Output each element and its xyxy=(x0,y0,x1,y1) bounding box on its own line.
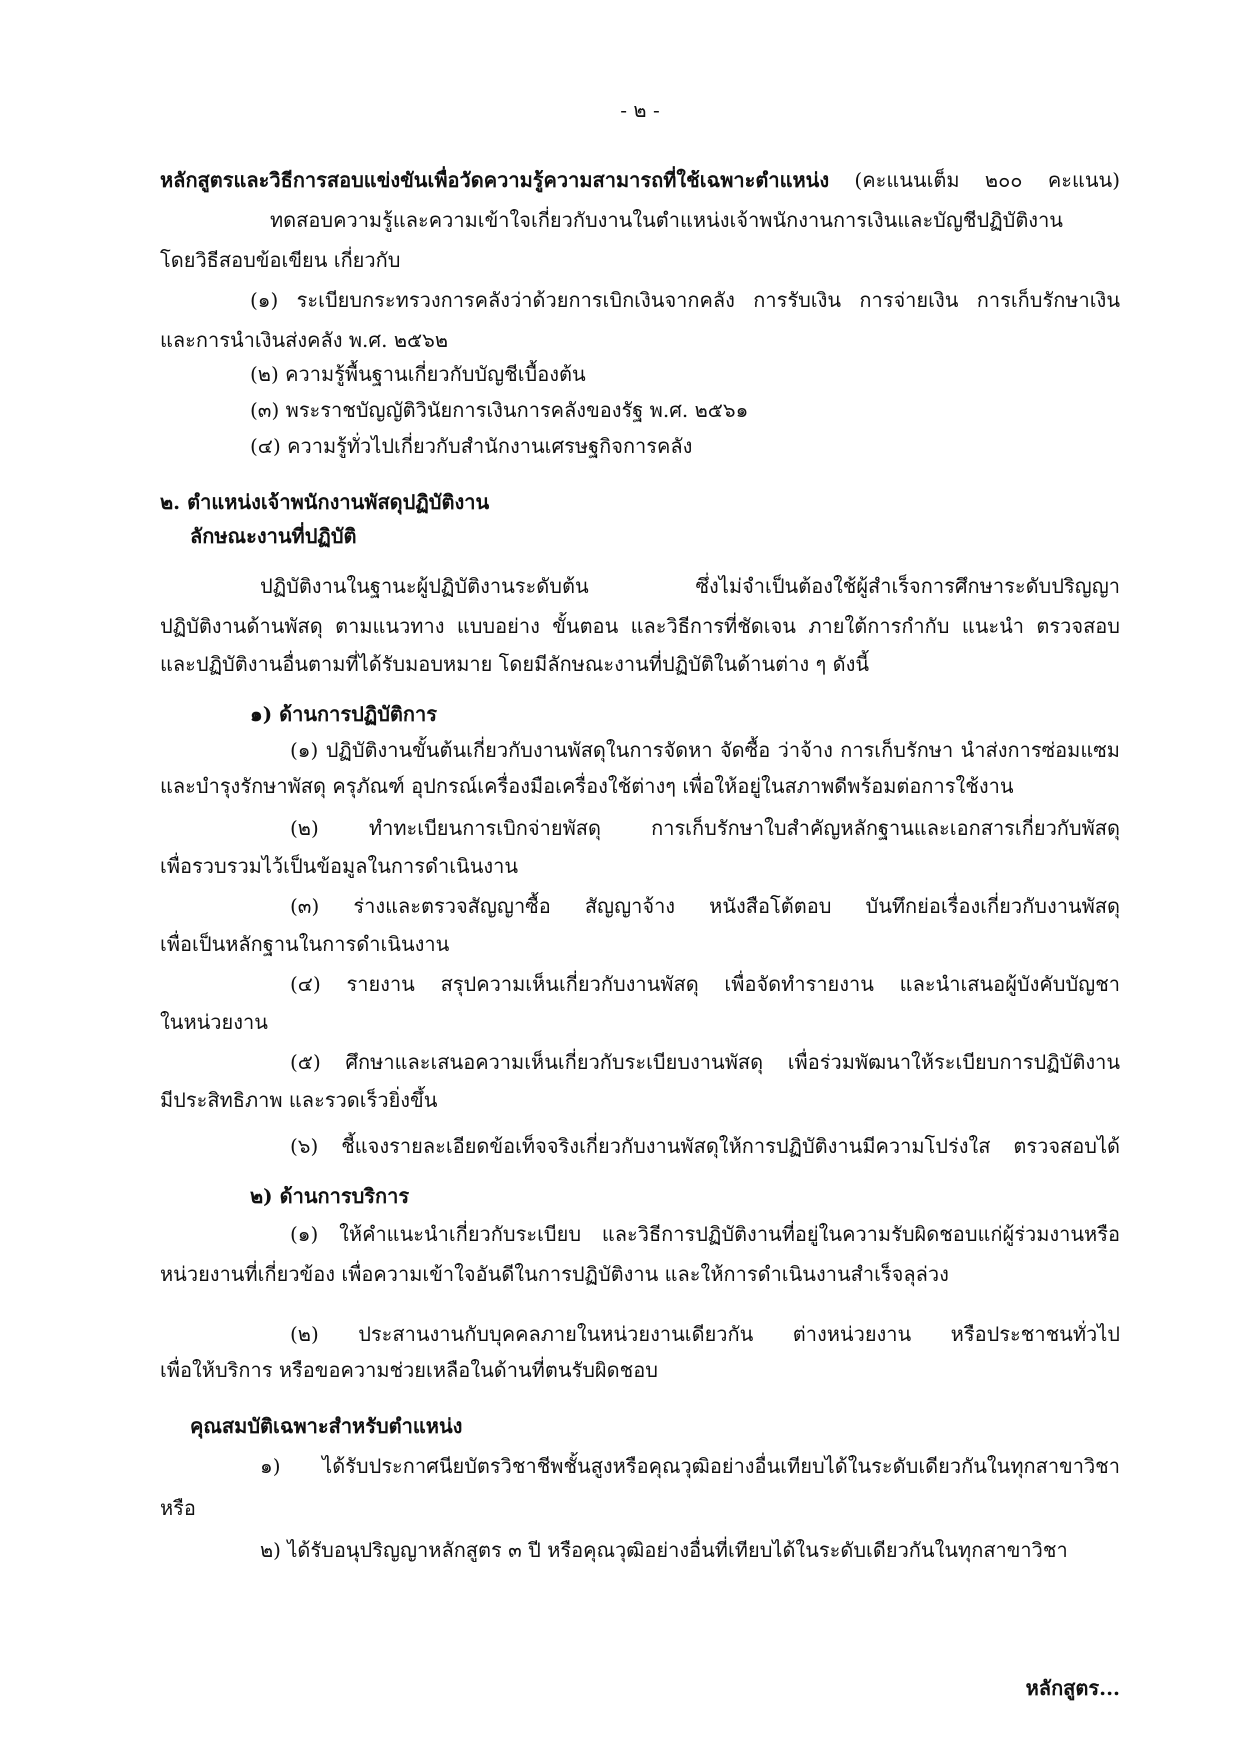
continuation-marker: หลักสูตร... xyxy=(1025,1676,1120,1700)
operations-heading: ๑) ด้านการปฏิบัติการ xyxy=(250,702,437,726)
operation-4-line2: ในหน่วยงาน xyxy=(160,1010,268,1034)
job-description-heading: ลักษณะงานที่ปฏิบัติ xyxy=(190,524,357,548)
operation-2-line2: เพื่อรวบรวมไว้เป็นข้อมูลในการดำเนินงาน xyxy=(160,854,519,878)
exam-heading-score: (คะแนนเต็ม ๒๐๐ คะแนน) xyxy=(829,168,1120,192)
exam-item1-line1: (๑) ระเบียบกระทรวงการคลังว่าด้วยการเบิกเงินจากคลัง การรับเงิน การจ่ายเงิน การเก็บรักษาเงิน xyxy=(250,288,1120,312)
operation-3-line2: เพื่อเป็นหลักฐานในการดำเนินงาน xyxy=(160,932,450,956)
job-description-line1: ปฏิบัติงานในฐานะผู้ปฏิบัติงานระดับต้น ซึ่งไม่จำเป็นต้องใช้ผู้สำเร็จการศึกษาระดับปริญญา xyxy=(260,574,1120,598)
operation-5-line2: มีประสิทธิภาพ และรวดเร็วยิ่งขึ้น xyxy=(160,1088,438,1112)
operation-6: (๖) ชี้แจงรายละเอียดข้อเท็จจริงเกี่ยวกับงานพัสดุให้การปฏิบัติงานมีความโปร่งใส ตรวจสอบได้ xyxy=(290,1134,1120,1158)
exam-item3: (๓) พระราชบัญญัติวินัยการเงินการคลังของรัฐ พ.ศ. ๒๕๖๑ xyxy=(250,398,749,422)
exam-item4: (๔) ความรู้ทั่วไปเกี่ยวกับสำนักงานเศรษฐกิจการคลัง xyxy=(250,434,693,458)
operation-2-line1: (๒) ทำทะเบียนการเบิกจ่ายพัสดุ การเก็บรักษาใบสำคัญหลักฐานและเอกสารเกี่ยวกับพัสดุ xyxy=(290,816,1120,840)
service-2-line2: เพื่อให้บริการ หรือขอความช่วยเหลือในด้านที่ตนรับผิดชอบ xyxy=(160,1358,658,1382)
operation-5-line1: (๕) ศึกษาและเสนอความเห็นเกี่ยวกับระเบียบงานพัสดุ เพื่อร่วมพัฒนาให้ระเบียบการปฏิบัติงาน xyxy=(290,1050,1120,1074)
job-description-line3: และปฏิบัติงานอื่นตามที่ได้รับมอบหมาย โดยมีลักษณะงานที่ปฏิบัติในด้านต่าง ๆ ดังนี้ xyxy=(160,652,870,676)
service-1-line2: หน่วยงานที่เกี่ยวข้อง เพื่อความเข้าใจอันดีในการปฏิบัติงาน และให้การดำเนินงานสำเร็จลุล่วง xyxy=(160,1262,949,1286)
qualification-1-line2: หรือ xyxy=(160,1496,196,1520)
exam-intro-line1: ทดสอบความรู้และความเข้าใจเกี่ยวกับงานในตำแหน่งเจ้าพนักงานการเงินและบัญชีปฏิบัติงาน xyxy=(270,208,1063,232)
qualification-1-line1: ๑) ได้รับประกาศนียบัตรวิชาชีพชั้นสูงหรือคุณวุฒิอย่างอื่นเทียบได้ในระดับเดียวกันในทุกสาขาวิชา xyxy=(260,1454,1120,1478)
operation-1-line2: และบำรุงรักษาพัสดุ ครุภัณฑ์ อุปกรณ์เครื่องมือเครื่องใช้ต่างๆ เพื่อให้อยู่ในสภาพดีพร้อมต่อการใช้งาน xyxy=(160,774,1014,798)
service-1-line1: (๑) ให้คำแนะนำเกี่ยวกับระเบียบ และวิธีการปฏิบัติงานที่อยู่ในความรับผิดชอบแก่ผู้ร่วมงานหรือ xyxy=(290,1222,1120,1246)
operation-3-line1: (๓) ร่างและตรวจสัญญาซื้อ สัญญาจ้าง หนังสือโต้ตอบ บันทึกย่อเรื่องเกี่ยวกับงานพัสดุ xyxy=(290,894,1120,918)
qualification-2: ๒) ได้รับอนุปริญญาหลักสูตร ๓ ปี หรือคุณวุฒิอย่างอื่นที่เทียบได้ในระดับเดียวกันในทุกสาขาวิชา xyxy=(260,1538,1068,1562)
operation-4-line1: (๔) รายงาน สรุปความเห็นเกี่ยวกับงานพัสดุ เพื่อจัดทำรายงาน และนำเสนอผู้บังคับบัญชา xyxy=(290,972,1120,996)
exam-heading xyxy=(160,166,1120,194)
job-description-line2: ปฏิบัติงานด้านพัสดุ ตามแนวทาง แบบอย่าง ขั้นตอน และวิธีการที่ชัดเจน ภายใต้การกำกับ แนะนำ ตรวจสอบ xyxy=(160,614,1120,638)
service-heading: ๒) ด้านการบริการ xyxy=(250,1184,410,1208)
exam-item2: (๒) ความรู้พื้นฐานเกี่ยวกับบัญชีเบื้องต้น xyxy=(250,362,586,386)
position-title: ๒. ตำแหน่งเจ้าพนักงานพัสดุปฏิบัติงาน xyxy=(160,490,490,514)
service-2-line1: (๒) ประสานงานกับบุคคลภายในหน่วยงานเดียวกัน ต่างหน่วยงาน หรือประชาชนทั่วไป xyxy=(290,1322,1120,1346)
exam-heading-bold: หลักสูตรและวิธีการสอบแข่งขันเพื่อวัดความรู้ความสามารถที่ใช้เฉพาะตำแหน่ง xyxy=(160,168,830,192)
exam-item1-line2: และการนำเงินส่งคลัง พ.ศ. ๒๕๖๒ xyxy=(160,328,449,352)
exam-intro-line2: โดยวิธีสอบข้อเขียน เกี่ยวกับ xyxy=(160,248,401,272)
qualifications-heading: คุณสมบัติเฉพาะสำหรับตำแหน่ง xyxy=(190,1414,463,1438)
operation-1-line1: (๑) ปฏิบัติงานขั้นต้นเกี่ยวกับงานพัสดุในการจัดหา จัดซื้อ ว่าจ้าง การเก็บรักษา นำส่งการซ่อมแซม xyxy=(290,738,1120,762)
page-number: - ๒ - xyxy=(620,98,660,122)
